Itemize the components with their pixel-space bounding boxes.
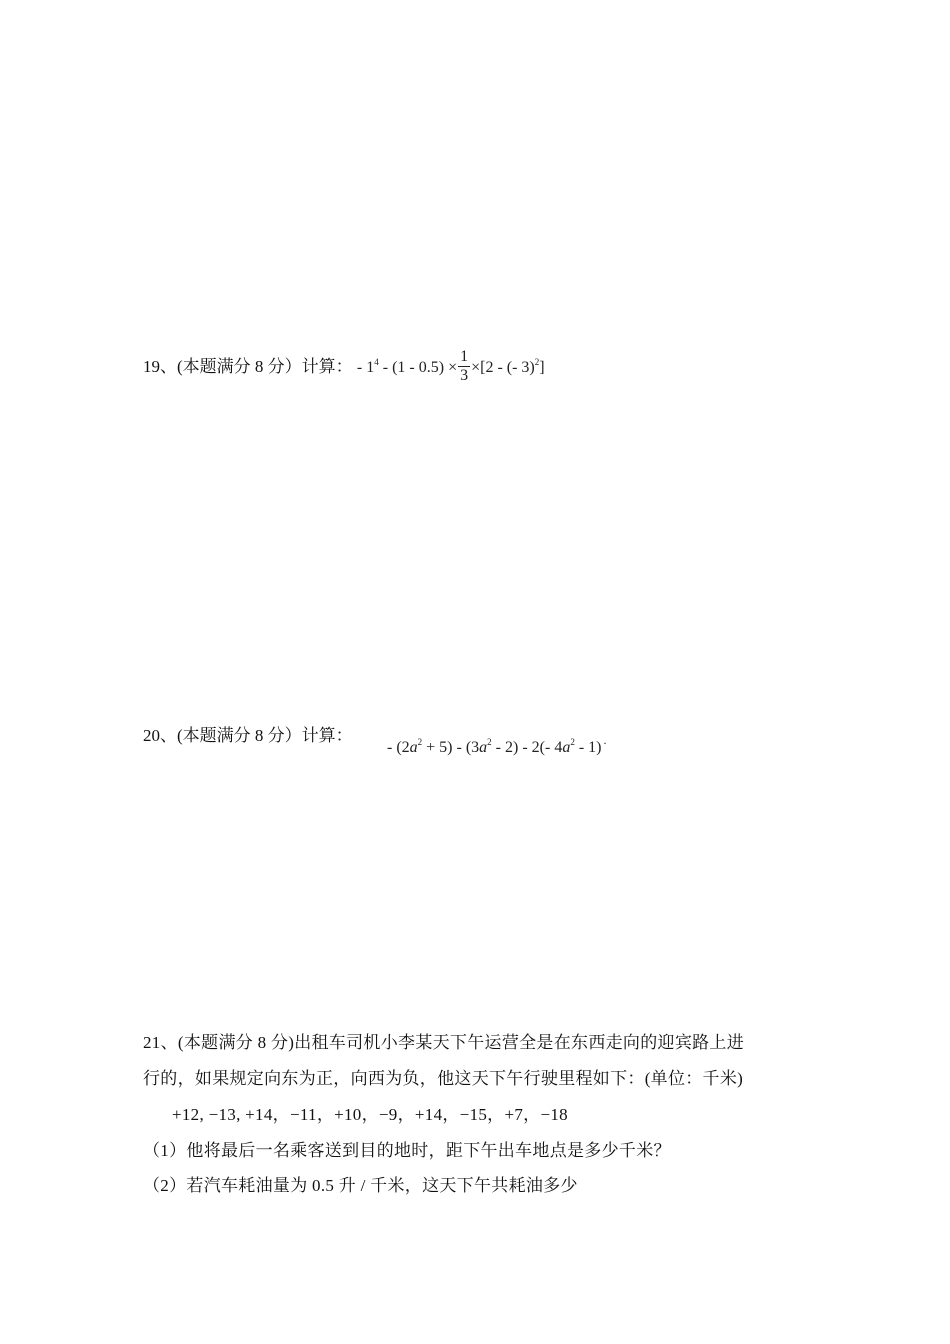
question-21-subquestion-1: （1）他将最后一名乘客送到目的地时，距下午出车地点是多少千米？ — [143, 1141, 671, 1160]
expr-19-exponent1: 4 — [374, 357, 379, 368]
fraction-one-third — [458, 348, 470, 385]
expr-20-exp1: 2 — [417, 737, 423, 747]
expr-20-part2: + 5) - (3 — [422, 739, 480, 756]
expr-20-exp3: 2 — [570, 737, 575, 747]
expr-20-exp2: 2 — [487, 737, 492, 747]
question-21-line1: 21、(本题满分 8 分)出租车司机小李某天下午运营全是在东西走向的迎宾路上进 — [143, 1033, 745, 1052]
expr-20-var2: a — [479, 739, 488, 756]
question-20-prefix: 20、(本题满分 8 分）计算： — [143, 726, 353, 745]
question-19 — [143, 350, 545, 387]
question-21-subquestion-2: （2）若汽车耗油量为 0.5 升 / 千米，这天下午共耗油多少 — [143, 1176, 578, 1195]
fraction-numerator: 1 — [460, 348, 469, 365]
expr-19-part2: - (1 - 0.5) × — [378, 359, 458, 377]
question-21-line2: 行的，如果规定向东为正，向西为负，他这天下午行驶里程如下：(单位：千米) — [143, 1069, 744, 1088]
question-19-expression — [356, 348, 545, 384]
question-19-prefix: 19、(本题满分 8 分）计算： — [143, 357, 353, 377]
expr-20-part3: - 2) - 2(- 4 — [491, 739, 563, 756]
expr-20-var1: a — [409, 739, 418, 756]
question-20-expression — [387, 733, 606, 757]
expr-20-var3: a — [562, 739, 571, 756]
question-20 — [143, 721, 353, 746]
expr-20-part1: - (2 — [387, 739, 410, 756]
expr-19-exponent2: 2 — [534, 357, 540, 368]
expr-20-tail: . — [603, 733, 607, 747]
expr-19-part4: ] — [539, 359, 545, 377]
expr-19-part3: ×[2 - (- 3) — [471, 359, 535, 377]
question-21-mileage-list: +12, −13, +14，−11，+10，−9，+14，−15，+7，−18 — [172, 1105, 568, 1124]
expr-19-part1: - 1 — [356, 359, 375, 377]
fraction-denominator: 3 — [460, 367, 469, 384]
expr-20-part4: - 1) — [574, 739, 602, 756]
